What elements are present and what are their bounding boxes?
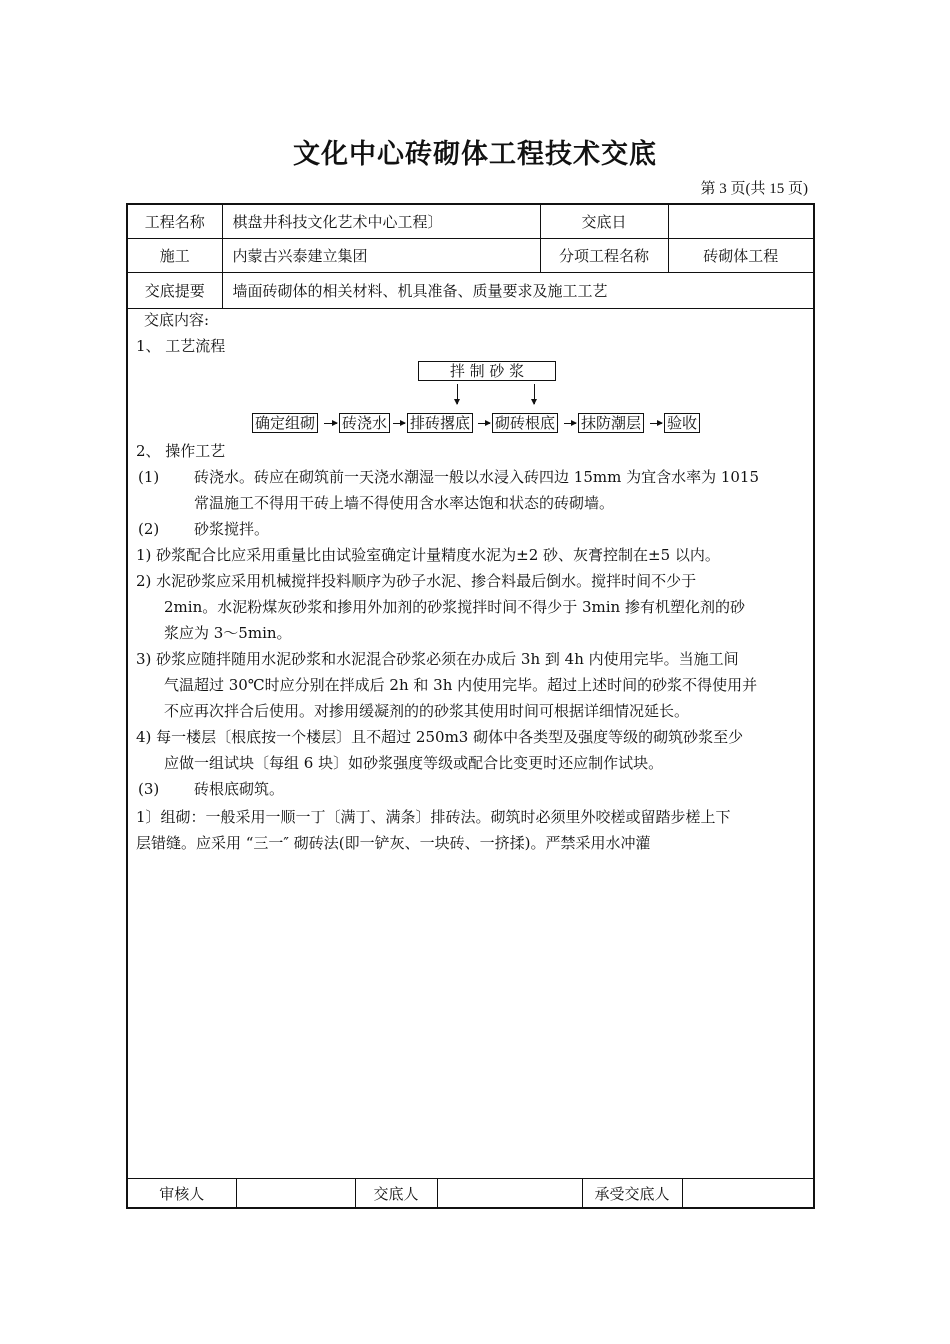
paragraph-line: 4) 每一楼层〔根底按一个楼层〕且不超过 250m3 砌体中各类型及强度等级的砌筑砂浆至少 [136,728,744,746]
construction-value: 内蒙古兴泰建立集团 [222,238,540,272]
flow-arrow-down [534,384,535,404]
flow-arrow-right [650,423,662,424]
document-title: 文化中心砖砌体工程技术交底 [293,139,657,170]
paragraph-line: 常温施工不得用干砖上墙不得使用含水率达饱和状态的砖砌墙。 [194,494,615,512]
item-title: 砖根底砌筑。 [194,780,285,798]
flow-arrow-right [324,423,337,424]
process-flow-diagram [128,310,813,430]
paragraph-line: 层错缝。应采用 “三一″ 砌砖法(即一铲灰、一块砖、一挤揉)。严禁采用水冲灌 [136,834,651,852]
paragraph-line: 气温超过 30℃时应分别在拌成后 2h 和 3h 内使用完毕。超过上述时间的砂浆不得使用并 [164,676,758,694]
flow-box-step: 验收 [664,413,700,433]
reviewer-signature-field [236,1179,355,1208]
flow-arrow-down [457,384,458,404]
paragraph-line: 2) 水泥砂浆应采用机械搅拌投料顺序为砂子水泥、掺合料最后倒水。搅拌时间不少于 [136,572,697,590]
reviewer-label: 审核人 [128,1179,236,1208]
sub-project-value: 砖砌体工程 [668,238,813,272]
item-title: 砂浆搅拌。 [194,520,270,538]
flow-box-mix-mortar: 拌 制 砂 浆 [418,361,556,381]
summary-label: 交底提要 [128,272,222,308]
construction-label: 施工 [128,238,222,272]
item-number: (1) [138,468,160,486]
content-heading: 交底内容: [144,311,210,329]
item-number: (2) [138,520,160,538]
flow-box-step: 抹防潮层 [578,413,644,433]
flow-box-step: 砌砖根底 [492,413,558,433]
project-name-label: 工程名称 [128,205,222,238]
sub-project-label: 分项工程名称 [540,238,668,272]
item-number: (3) [138,780,160,798]
flow-arrow-right [478,423,490,424]
flow-arrow-right [564,423,576,424]
paragraph-line: 3) 砂浆应随拌随用水泥砂浆和水泥混合砂浆必须在办成后 3h 到 4h 内使用完毕。当施工间 [136,650,739,668]
paragraph-line: 1〕组砌：一般采用一顺一丁〔满丁、满条〕排砖法。砌筑时必须里外咬槎或留踏步槎上下 [136,808,731,826]
paragraph-line: 1) 砂浆配合比应采用重量比由试验室确定计量精度水泥为±2 砂、灰膏控制在±5 以内。 [136,546,720,564]
signature-table [128,1178,813,1207]
flow-arrow-right [393,423,405,424]
paragraph-line: 砖浇水。砖应在砌筑前一天浇水潮湿一般以水浸入砖四边 15mm 为宜含水率为 1015 [194,468,760,486]
section-process-flow: 1、 工艺流程 [136,337,226,355]
paragraph-line: 不应再次拌合后使用。对掺用缓凝剂的的砂浆其使用时间可根据详细情况延长。 [164,702,690,720]
section-operation: 2、 操作工艺 [136,442,226,460]
receiver-signature-field [682,1179,813,1208]
paragraph-line: 浆应为 3～5min。 [164,624,292,642]
summary-value: 墙面砖砌体的相关材料、机具准备、质量要求及施工工艺 [222,272,813,308]
handover-date-value [668,205,813,238]
handover-form [126,203,815,1209]
paragraph-line: 应做一组试块〔每组 6 块〕如砂浆强度等级或配合比变更时还应制作试块。 [164,754,664,772]
flow-box-step: 确定组砌 [252,413,318,433]
flow-box-step: 排砖撂底 [407,413,473,433]
paragraph-line: 2min。水泥粉煤灰砂浆和掺用外加剂的砂浆搅拌时间不得少于 3min 掺有机塑化剂的砂 [164,598,745,616]
page-number: 第 3 页(共 15 页) [700,181,808,197]
presenter-label: 交底人 [355,1179,437,1208]
header-table [128,205,813,309]
flow-box-step: 砖浇水 [339,413,390,433]
receiver-label: 承受交底人 [582,1179,682,1208]
presenter-signature-field [437,1179,582,1208]
handover-date-label: 交底日 [540,205,668,238]
project-name-value: 棋盘井科技文化艺术中心工程〕 [222,205,540,238]
